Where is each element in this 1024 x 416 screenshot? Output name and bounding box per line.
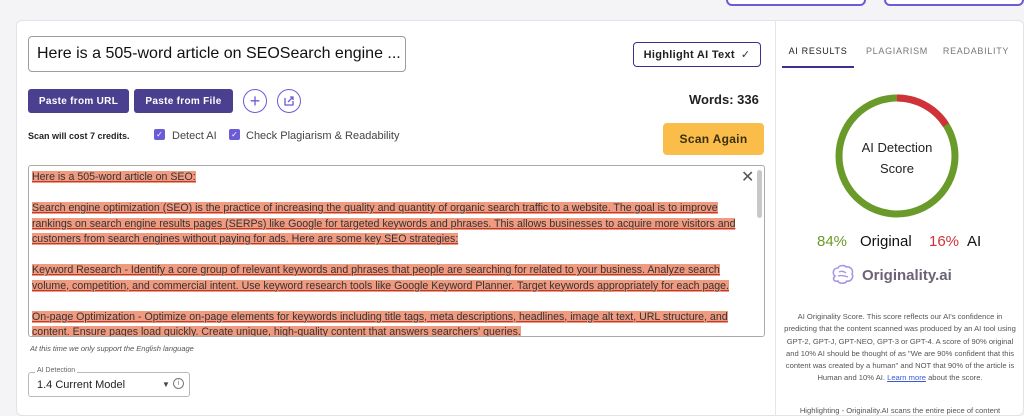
model-select[interactable] bbox=[28, 367, 190, 397]
detect-ai-label: Detect AI bbox=[172, 130, 217, 142]
highlighted-text: Keyword Research - Identify a core group of relevant keywords and phrases that people are searching for related to your business. Analyze search volume, competition, and commercial intent. Use keyword research tools like Google Keyword Planner. Target keywords appropriately for each page. bbox=[32, 264, 729, 292]
scan-credits-text: Scan will cost 7 credits. bbox=[28, 131, 130, 141]
top-action-button-2[interactable] bbox=[884, 0, 1024, 6]
originality-logo bbox=[831, 264, 952, 286]
tab-plagiarism[interactable]: PLAGIARISM bbox=[865, 46, 928, 56]
ai-percent: 16% bbox=[929, 233, 960, 250]
score-description bbox=[782, 311, 1018, 385]
detect-ai-checkbox[interactable]: ✓ bbox=[154, 129, 165, 140]
tab-ai-results[interactable]: AI RESULTS bbox=[782, 40, 854, 68]
plagiarism-label: Check Plagiarism & Readability bbox=[246, 130, 400, 142]
score-description-tail: about the score. bbox=[928, 373, 983, 383]
textarea-scrollbar[interactable] bbox=[757, 170, 762, 218]
tab-readability[interactable]: READABILITY bbox=[942, 46, 1010, 56]
learn-more-link[interactable]: Learn more bbox=[887, 373, 926, 383]
info-icon[interactable]: i bbox=[173, 378, 184, 389]
close-icon[interactable]: ✕ bbox=[741, 169, 755, 186]
highlighted-text: On-page Optimization - Optimize on-page elements for keywords including title tags, meta descriptions, headlines, image alt text, URL structure, and content. Ensure pages load quickly. Create unique, high-quality content that answers searchers' queries. bbox=[32, 310, 728, 337]
gauge-title bbox=[848, 137, 946, 179]
highlight-ai-text-label: Highlight AI Text bbox=[643, 48, 735, 61]
import-icon-graphic bbox=[283, 95, 295, 107]
gauge-title-line2: Score bbox=[880, 161, 914, 176]
brand-name: Originality.ai bbox=[862, 266, 952, 284]
plus-icon[interactable]: + bbox=[243, 89, 267, 113]
highlighted-text: Here is a 505-word article on SEO: bbox=[32, 171, 196, 183]
results-tabs bbox=[782, 40, 1018, 68]
gauge-title-line1: AI Detection bbox=[861, 140, 933, 155]
highlighted-text: Search engine optimization (SEO) is the practice of increasing the quality and quantity of organic search traffic to a website. The goal is to improve rankings on search engine results pages (SERPs) like Google for targeted keywords and phrases. This allows businesses to acquire more visitors and customers from search engines without paying for ads. Here are some key SEO strategies: bbox=[32, 202, 736, 245]
paste-from-file-button[interactable]: Paste from File bbox=[134, 89, 233, 113]
original-label: Original bbox=[860, 233, 912, 250]
plagiarism-checkbox[interactable]: ✓ bbox=[229, 129, 240, 140]
top-action-button-1[interactable] bbox=[726, 0, 866, 6]
model-select-label: AI Detection bbox=[37, 367, 76, 374]
original-percent: 84% bbox=[817, 233, 848, 250]
language-note: At this time we only support the English language bbox=[30, 344, 194, 353]
chevron-down-icon: ▼ bbox=[162, 380, 170, 389]
model-select-value: 1.4 Current Model bbox=[37, 379, 126, 391]
highlight-ai-text-button[interactable] bbox=[633, 42, 761, 67]
score-description-text: AI Originality Score. This score reflects our AI's confidence in predicting that the content scanned was produced by an AI tool using GPT-2, GPT-J, GPT-NEO, GPT-3 or GPT-4. A score of 90% original and 10% AI should be thought of as "We are 90% confident that this content was created by a human" and NOT that 90% of the article is Human and 10% AI. bbox=[784, 312, 1016, 383]
import-icon[interactable] bbox=[277, 89, 301, 113]
content-textarea[interactable] bbox=[28, 165, 765, 337]
word-count: Words: 336 bbox=[689, 92, 759, 107]
brain-icon bbox=[831, 264, 855, 286]
paste-from-url-button[interactable]: Paste from URL bbox=[28, 89, 129, 113]
ai-label: AI bbox=[967, 233, 982, 250]
panel-divider bbox=[775, 20, 776, 416]
scan-again-button[interactable]: Scan Again bbox=[663, 123, 764, 155]
highlighting-description: Highlighting - Originality.AI scans the entire piece of content bbox=[799, 406, 1001, 415]
checkmark-icon: ✓ bbox=[740, 49, 751, 61]
title-input[interactable]: Here is a 505-word article on SEOSearch engine ... bbox=[28, 36, 406, 72]
